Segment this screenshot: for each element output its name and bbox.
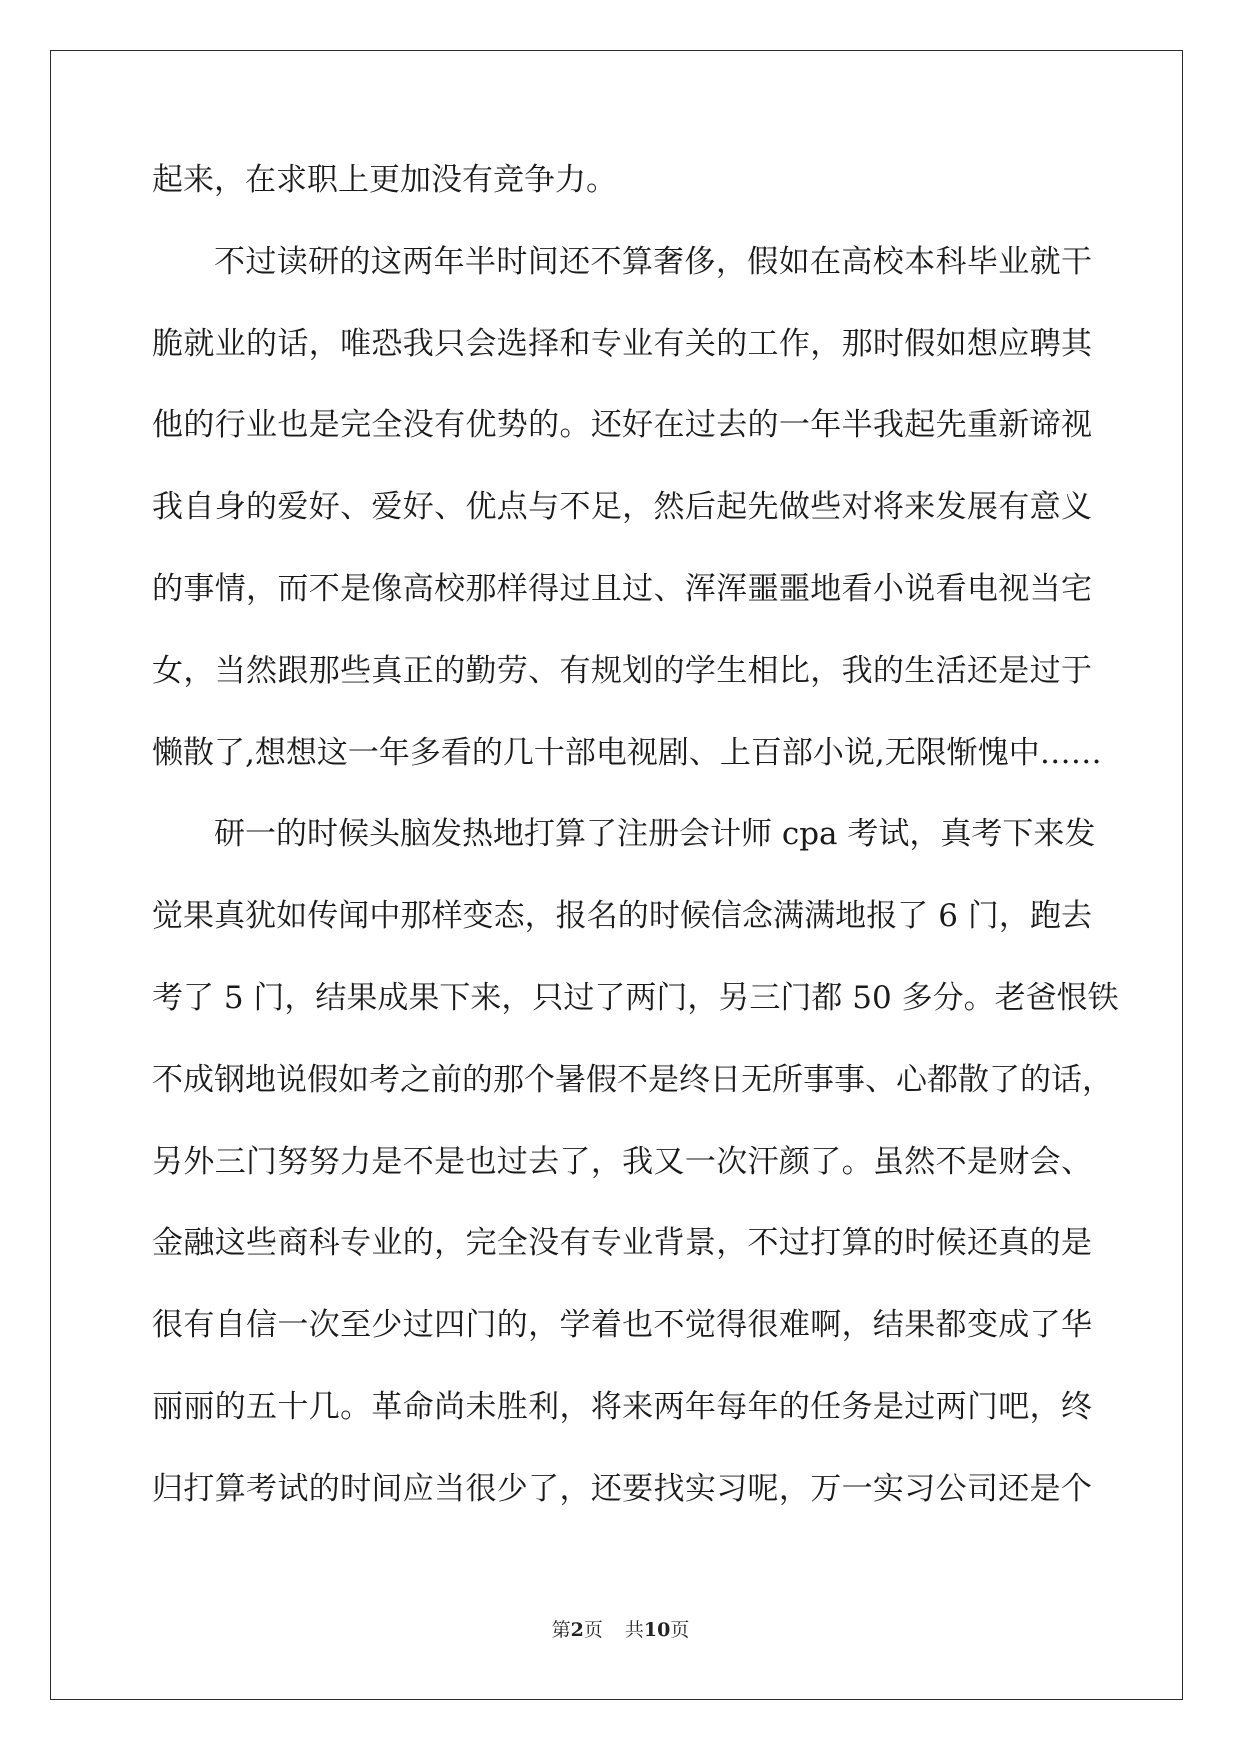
text-line: 我自身的爱好、爱好、优点与不足，然后起先做些对将来发展有意义 — [152, 489, 1092, 526]
text-line: 他的行业也是完全没有优势的。还好在过去的一年半我起先重新谛视 — [152, 407, 1092, 444]
document-body — [152, 160, 1119, 1551]
text-line: 不成钢地说假如考之前的那个暑假不是终日无所事事、心都散了的话， — [152, 1061, 1113, 1098]
page-prefix: 第 — [551, 1619, 571, 1641]
text-line: 归打算考试的时间应当很少了，还要找实习呢，万一实习公司还是个 — [152, 1470, 1092, 1507]
total-unit: 页 — [670, 1619, 690, 1641]
text-line: 起来，在求职上更加没有竞争力。 — [152, 162, 617, 198]
text-line: 女，当然跟那些真正的勤劳、有规划的学生相比，我的生活还是过于 — [152, 652, 1092, 689]
current-page-number: 2 — [570, 1619, 584, 1641]
text-line: 很有自信一次至少过四门的，学着也不觉得很难啊，结果都变成了华 — [152, 1307, 1092, 1344]
text-line: 觉果真犹如传闻中那样变态，报名的时候信念满满地报了 6 门，跑去 — [152, 898, 1092, 935]
text-line: 丽丽的五十几。革命尚未胜利，将来两年每年的任务是过两门吧，终 — [152, 1388, 1092, 1425]
total-prefix: 共 — [624, 1619, 644, 1641]
text-line: 金融这些商科专业的，完全没有专业背景，不过打算的时候还真的是 — [152, 1225, 1092, 1262]
page-footer — [0, 1618, 1241, 1642]
text-line: 的事情，而不是像高校那样得过且过、浑浑噩噩地看小说看电视当宅 — [152, 570, 1092, 607]
text-line: 脆就业的话，唯恐我只会选择和专业有关的工作，那时假如想应聘其 — [152, 325, 1092, 362]
page-unit: 页 — [583, 1619, 603, 1641]
total-page-number: 10 — [643, 1619, 671, 1641]
text-line: 不过读研的这两年半时间还不算奢侈，假如在高校本科毕业就干 — [214, 243, 1092, 280]
text-line: 考了 5 门，结果成果下来，只过了两门，另三门都 50 多分。老爸恨铁 — [152, 979, 1119, 1016]
text-line: 另外三门努努力是不是也过去了，我又一次汗颜了。虽然不是财会、 — [152, 1143, 1092, 1180]
text-line: 懒散了,想想这一年多看的几十部电视剧、上百部小说,无限惭愧中…… — [152, 734, 1102, 771]
text-line: 研一的时候头脑发热地打算了注册会计师 cpa 考试，真考下来发 — [214, 816, 1096, 853]
